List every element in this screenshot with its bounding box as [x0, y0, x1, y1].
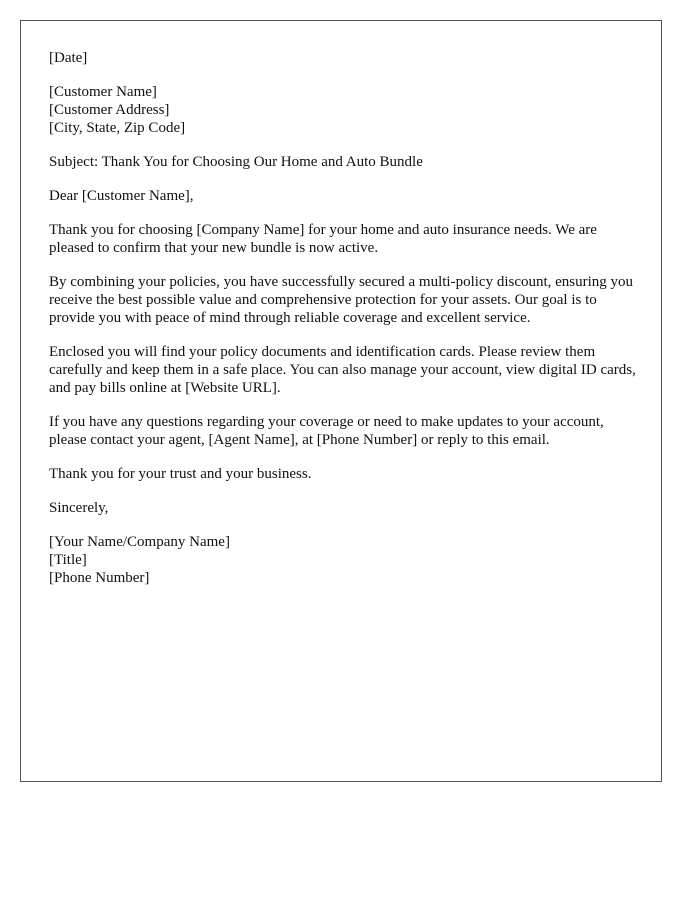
salutation: Dear [Customer Name],: [49, 188, 194, 204]
subject-line: Subject: Thank You for Choosing Our Home and Auto Bundle: [49, 154, 423, 170]
paragraph-contact: If you have any questions regarding your coverage or need to make updates to your account, please contact your agent, [Agent Name], at [Phone Number] or reply to this email.: [49, 414, 604, 448]
letter-body: [49, 49, 639, 603]
recipient-name: [Customer Name]: [49, 84, 157, 100]
recipient-address: [Customer Address]: [49, 102, 170, 118]
signature-phone: [Phone Number]: [49, 570, 150, 586]
paragraph-confirmation: Thank you for choosing [Company Name] for your home and auto insurance needs. We are pleased to confirm that your new bundle is now active.: [49, 222, 597, 256]
signature-name: [Your Name/Company Name]: [49, 534, 230, 550]
letter-page: [20, 20, 662, 782]
paragraph-thanks: Thank you for your trust and your business.: [49, 466, 312, 482]
closing: Sincerely,: [49, 500, 109, 516]
recipient-block: [49, 83, 639, 137]
paragraph-discount: By combining your policies, you have successfully secured a multi-policy discount, ensuring you receive the best possible value and comprehensive protection for your assets. Our goal is to provide you with peace of mind through reliable coverage and excellent service.: [49, 274, 634, 326]
signature-block: [49, 533, 639, 587]
signature-title: [Title]: [49, 552, 87, 568]
paragraph-documents: Enclosed you will find your policy documents and identification cards. Please review them carefully and keep them in a safe place. You can also manage your account, view digital ID cards, and pay bills online at [Website URL].: [49, 344, 636, 396]
recipient-city-state-zip: [City, State, Zip Code]: [49, 120, 186, 136]
date-block: [49, 49, 639, 67]
letter-date: [Date]: [49, 50, 88, 66]
